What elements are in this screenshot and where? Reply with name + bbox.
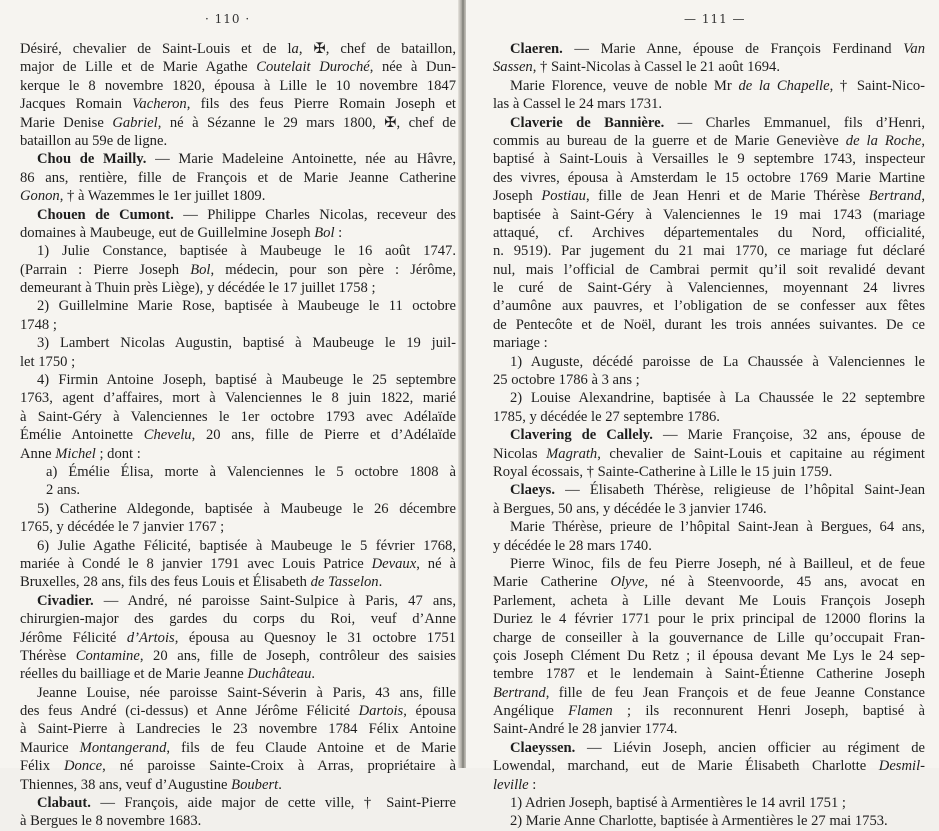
text-line bbox=[493, 500, 925, 518]
italic-name: Bol bbox=[190, 261, 211, 278]
text-run: 2 ans. bbox=[46, 482, 81, 499]
text-run: let 1750 ; bbox=[20, 353, 76, 370]
text-line bbox=[493, 739, 925, 757]
text-line bbox=[20, 279, 456, 297]
text-line bbox=[493, 720, 925, 738]
text-run: Marie Catherine bbox=[493, 574, 611, 591]
text-run: Lowendal, marchand, eut de Marie Élisabeth Charlotte bbox=[493, 758, 879, 775]
text-line bbox=[493, 573, 925, 591]
text-run: , médecin, pour son père : Jérôme, bbox=[210, 261, 456, 278]
text-line bbox=[493, 169, 925, 187]
text-line bbox=[493, 518, 925, 536]
right-page bbox=[466, 0, 939, 830]
text-run: d’aumône aux pauvres, et l’obligation de se confesser aux fêtes bbox=[493, 298, 925, 315]
text-run: , fils des feus Pierre Romain Joseph et bbox=[186, 96, 456, 113]
text-run: bataillon au 59e de ligne. bbox=[20, 132, 168, 149]
text-run: , bbox=[921, 188, 925, 205]
text-run: chirurgien-major des gardes du corps du Roi, veuf d’Anne bbox=[20, 611, 456, 628]
italic-name: Flamen bbox=[568, 703, 613, 720]
entry-heading: Chouen de Cumont. bbox=[37, 206, 174, 223]
text-line bbox=[20, 169, 456, 187]
text-run: , † Saint-Nico- bbox=[829, 77, 925, 94]
italic-name: Olyve bbox=[610, 574, 645, 591]
text-line bbox=[493, 610, 925, 628]
text-run: çois Joseph Clément Du Retz ; il épousa devant Me Lys le 24 sep- bbox=[493, 647, 925, 664]
italic-name: Vacheron bbox=[132, 96, 187, 113]
text-line bbox=[20, 77, 456, 95]
text-line bbox=[20, 739, 456, 757]
text-run: , épousa bbox=[403, 703, 456, 720]
text-run: demeurant à Thuin près Liège), y décédée le 17 juillet 1758 ; bbox=[20, 280, 376, 297]
text-run: tembre 1787 et le lendemain à Saint-Étienne Catherine Joseph bbox=[493, 666, 925, 683]
text-run: (Parrain : Pierre Joseph bbox=[20, 261, 191, 278]
text-line bbox=[20, 481, 456, 499]
italic-name: Bol bbox=[314, 224, 335, 241]
text-line bbox=[20, 445, 456, 463]
text-line bbox=[493, 389, 925, 407]
text-run: , né à Sézanne le 29 mars 1800, ✠, chef de bbox=[157, 114, 456, 131]
page-number-left: · 110 · bbox=[205, 12, 251, 26]
text-line bbox=[493, 757, 925, 775]
text-run: , né à bbox=[416, 555, 456, 572]
text-run: , épousa au Quesnoy le 31 octobre 1751 bbox=[174, 629, 456, 646]
text-run: Parlement, acheta à Lille devant Me Louis François Joseph bbox=[493, 592, 925, 609]
text-run: — Charles Emmanuel, fils d’Henri, bbox=[664, 114, 926, 131]
text-run: 1763, agent d’affaires, mort à Valenciennes le 8 juin 1822, marié bbox=[20, 390, 456, 407]
italic-name: Boubert bbox=[231, 776, 279, 793]
text-run: , fils de feu Claude Antoine et de Marie bbox=[166, 739, 456, 756]
text-line bbox=[20, 58, 456, 76]
entry-heading: Chou de Mailly. bbox=[37, 151, 147, 168]
text-run: Anne bbox=[20, 445, 56, 462]
text-line bbox=[493, 187, 925, 205]
text-line bbox=[493, 77, 925, 95]
text-run: , née à Dun- bbox=[369, 59, 456, 76]
text-line bbox=[20, 647, 456, 665]
italic-name: Magrath bbox=[546, 445, 598, 462]
italic-name: d’Artois bbox=[126, 629, 175, 646]
text-run: des vivres, épousa à Amsterdam le 15 octobre 1769 Marie Martine bbox=[493, 169, 925, 186]
text-run: — Marie Anne, épouse de François Ferdinand bbox=[562, 41, 904, 57]
entry-heading: Claeren. bbox=[510, 41, 563, 57]
text-run: 1748 ; bbox=[20, 316, 57, 333]
text-run: kerque le 8 novembre 1820, épousa à Lille le 10 novembre 1847 bbox=[20, 77, 456, 94]
text-line bbox=[20, 426, 456, 444]
left-page bbox=[0, 0, 462, 830]
italic-name: de la Roche bbox=[845, 132, 922, 149]
text-run: , † à Wazemmes le 1er juillet 1809. bbox=[59, 188, 266, 205]
text-run: . bbox=[311, 666, 316, 683]
text-run: des feus André (ci-dessus) et Anne Jérôme Félicité bbox=[20, 703, 359, 720]
text-run: le curé de Saint-Géry à Valenciennes, moyennant 24 livres bbox=[493, 280, 925, 297]
text-line bbox=[493, 408, 925, 426]
text-run: 5) Catherine Aldegonde, baptisée à Maubeuge le 26 décembre bbox=[37, 500, 456, 517]
text-run: ; ils reconnurent Henri Joseph, baptisé à bbox=[612, 703, 925, 720]
text-line bbox=[20, 261, 456, 279]
text-run: Thiennes, 38 ans, veuf d’Augustine bbox=[20, 776, 232, 793]
text-line bbox=[20, 371, 456, 389]
text-line bbox=[493, 224, 925, 242]
text-run: Duriez le 4 février 1771 pour le prix principal de 12000 florins la bbox=[493, 611, 925, 628]
text-line bbox=[493, 776, 925, 794]
text-run: à Saint-Géry à Valenciennes le 1er octobre 1793 avec Adélaïde bbox=[20, 408, 456, 425]
text-run: domaines à Maubeuge, eut de Guillelmine Joseph bbox=[20, 224, 315, 241]
text-run: mariée à Condé le 8 janvier 1791 avec Louis Patrice bbox=[20, 555, 372, 572]
entry-heading: Claeyssen. bbox=[510, 739, 576, 756]
italic-name: Donce bbox=[63, 758, 103, 775]
text-line bbox=[493, 58, 925, 76]
text-run: 3) Lambert Nicolas Augustin, baptisé à Maubeuge le 19 juil- bbox=[37, 335, 456, 352]
italic-name: leville bbox=[493, 776, 529, 793]
text-run: Angélique bbox=[493, 703, 569, 720]
page-number-right: — 111 — bbox=[684, 12, 746, 26]
italic-name: Postiau bbox=[541, 188, 586, 205]
text-line bbox=[20, 114, 456, 132]
italic-name: Gabriel bbox=[112, 114, 158, 131]
text-line bbox=[20, 500, 456, 518]
text-line bbox=[493, 40, 925, 58]
text-line bbox=[20, 592, 456, 610]
text-run: . bbox=[378, 574, 383, 591]
text-line bbox=[20, 334, 456, 352]
text-run: — Élisabeth Thérèse, religieuse de l’hôpital Saint-Jean bbox=[555, 482, 925, 499]
text-line bbox=[20, 702, 456, 720]
text-line bbox=[20, 537, 456, 555]
text-line bbox=[20, 684, 456, 702]
text-run: major de Lille et de Marie Agathe bbox=[20, 59, 257, 76]
text-line bbox=[493, 463, 925, 481]
text-run: Marie Thérèse, prieure de l’hôpital Saint-Jean à Bergues, 64 ans, bbox=[510, 519, 925, 536]
text-run: baptisé à Saint-Louis à Versailles le 9 septembre 1743, inspecteur bbox=[493, 151, 925, 168]
italic-name: Chevelu bbox=[143, 427, 192, 444]
text-run: : bbox=[528, 776, 537, 793]
text-run: Félix bbox=[20, 758, 64, 775]
text-line bbox=[20, 610, 456, 628]
italic-name: Coutelait Duroché bbox=[256, 59, 370, 76]
text-line bbox=[20, 353, 456, 371]
text-run: — Marie Françoise, 32 ans, épouse de bbox=[652, 427, 925, 444]
text-line bbox=[20, 316, 456, 334]
text-run: mariage : bbox=[493, 335, 548, 352]
text-line bbox=[493, 481, 925, 499]
text-line bbox=[493, 555, 925, 573]
text-line bbox=[20, 573, 456, 591]
text-line bbox=[493, 316, 925, 334]
text-run: , né paroisse Sainte-Croix à Arras, propriétaire à bbox=[102, 758, 456, 775]
italic-name: Duchâteau bbox=[247, 666, 312, 683]
text-run: 2) Guillelmine Marie Rose, baptisée à Maubeuge le 11 octobre bbox=[37, 298, 456, 315]
text-run: Nicolas bbox=[493, 445, 547, 462]
italic-name: Dartois bbox=[358, 703, 404, 720]
text-line bbox=[20, 665, 456, 683]
text-run: — Marie Madeleine Antoinette, née au Hâvre, bbox=[146, 151, 456, 168]
text-run: ; dont : bbox=[95, 445, 141, 462]
text-line bbox=[20, 242, 456, 260]
text-run: 1) Julie Constance, baptisée à Maubeuge le 16 août 1747. bbox=[37, 243, 456, 260]
text-run: , 20 ans, fille de Joseph, contrôleur des saisies bbox=[139, 647, 456, 664]
text-run: , fille de feu Jean François et de feue Jeanne Constance bbox=[545, 684, 925, 701]
text-run: a) Émélie Élisa, morte à Valenciennes le 5 octobre 1808 à bbox=[46, 463, 456, 480]
text-line bbox=[20, 187, 456, 205]
text-run: n. 9519). Par jugement du 21 mai 1770, ce mariage fut déclaré bbox=[493, 243, 925, 260]
italic-name: Bertrand bbox=[868, 188, 922, 205]
text-run: , chevalier de Saint-Louis et capitaine au régiment bbox=[597, 445, 925, 462]
text-run: 1785, y décédée le 27 septembre 1786. bbox=[493, 408, 720, 425]
text-run: Bruxelles, 28 ans, fils des feus Louis et Élisabeth bbox=[20, 574, 311, 591]
text-run: à Bergues, 50 ans, y décédée le 3 janvier 1746. bbox=[493, 500, 767, 517]
italic-name: Contamine bbox=[75, 647, 140, 664]
text-run: 1) Auguste, décédé paroisse de La Chaussée à Valenciennes le bbox=[510, 353, 925, 370]
text-line bbox=[20, 389, 456, 407]
text-line bbox=[20, 555, 456, 573]
text-run: — André, né paroisse Saint-Sulpice à Paris, 47 ans, bbox=[93, 592, 456, 609]
text-run: , fille de Jean Henri et de Marie Thérèse bbox=[585, 188, 869, 205]
entry-heading: Claverie de Bannière. bbox=[510, 114, 665, 131]
text-line bbox=[20, 297, 456, 315]
text-line bbox=[493, 242, 925, 260]
text-run: Pierre Winoc, fils de feu Pierre Joseph, né à Bailleul, et de feue bbox=[510, 555, 925, 572]
text-line bbox=[493, 371, 925, 389]
text-line bbox=[493, 279, 925, 297]
text-run: 25 octobre 1786 à 3 ans ; bbox=[493, 372, 640, 389]
text-run: Émélie Antoinette bbox=[20, 427, 144, 444]
text-line bbox=[493, 297, 925, 315]
entry-heading: Civadier. bbox=[37, 592, 94, 609]
text-run: . bbox=[278, 776, 282, 793]
text-line bbox=[20, 40, 456, 58]
text-run: 2) Louise Alexandrine, baptisée à La Chaussée le 22 septembre bbox=[510, 390, 925, 407]
italic-name: a bbox=[291, 41, 299, 57]
text-line bbox=[20, 629, 456, 647]
text-line bbox=[20, 206, 456, 224]
text-run: Jacques Romain bbox=[20, 96, 133, 113]
text-line bbox=[20, 95, 456, 113]
text-run: — François, aide major de cette ville, † Saint-Pierre bbox=[90, 795, 456, 812]
text-line bbox=[493, 426, 925, 444]
text-line bbox=[493, 334, 925, 352]
left-page-text bbox=[20, 40, 456, 831]
italic-name: Van bbox=[903, 41, 925, 57]
text-run: à Saint-Pierre à Landrecies le 23 novembre 1784 Félix Antoine bbox=[20, 721, 456, 738]
text-line bbox=[493, 684, 925, 702]
text-line bbox=[20, 408, 456, 426]
text-line bbox=[493, 592, 925, 610]
italic-name: Devaux bbox=[371, 555, 417, 572]
entry-heading: Clavering de Callely. bbox=[510, 427, 653, 444]
text-run: 2) Marie Anne Charlotte, baptisée à Armentières le 27 mai 1753. bbox=[510, 813, 888, 830]
text-run: charge de conseiller à la gouvernance de Lille qu’occupait Fran- bbox=[493, 629, 925, 646]
text-run: réelles du bailliage et de Marie Jeanne bbox=[20, 666, 248, 683]
italic-name: de la Chapelle bbox=[738, 77, 830, 94]
text-run: 6) Julie Agathe Félicité, baptisée à Maubeuge le 5 février 1768, bbox=[37, 537, 456, 554]
text-line bbox=[493, 629, 925, 647]
text-line bbox=[493, 95, 925, 113]
text-run: Marie Denise bbox=[20, 114, 113, 131]
text-run: : bbox=[334, 224, 343, 241]
text-line bbox=[20, 132, 456, 150]
text-line bbox=[493, 665, 925, 683]
text-line bbox=[20, 720, 456, 738]
text-run: — Philippe Charles Nicolas, receveur des bbox=[173, 206, 456, 223]
text-line bbox=[493, 206, 925, 224]
text-line bbox=[493, 150, 925, 168]
text-run: commis au bureau de la guerre et de Marie Geneviève bbox=[493, 132, 846, 149]
text-line bbox=[20, 224, 456, 242]
text-run: y décédée le 28 mars 1740. bbox=[493, 537, 652, 554]
right-page-text bbox=[493, 40, 925, 831]
entry-heading: Claeys. bbox=[510, 482, 555, 499]
text-run: 1765, y décédée le 7 janvier 1767 ; bbox=[20, 519, 225, 536]
italic-name: de Tasselon bbox=[310, 574, 379, 591]
italic-name: Montangerand bbox=[79, 739, 167, 756]
text-line bbox=[493, 794, 925, 812]
text-run: , bbox=[921, 132, 926, 149]
text-run: , ✠, chef de bataillon, bbox=[298, 41, 457, 57]
text-run: 4) Firmin Antoine Joseph, baptisé à Maubeuge le 25 septembre bbox=[37, 372, 456, 389]
text-run: Jérôme Félicité bbox=[20, 629, 127, 646]
italic-name: Desmil- bbox=[878, 758, 925, 775]
text-run: attaqué, cf. Archives départementales du Nord, officialité, bbox=[493, 224, 925, 241]
text-run: Maurice bbox=[20, 739, 80, 756]
text-line bbox=[493, 132, 925, 150]
italic-name: Gonon bbox=[20, 188, 60, 205]
text-run: 86 ans, rentière, fille de François et de Marie Jeanne Catherine bbox=[20, 169, 456, 186]
text-run: , 20 ans, fille de Pierre et d’Adélaïde bbox=[191, 427, 456, 444]
text-line bbox=[20, 150, 456, 168]
italic-name: Bertrand bbox=[493, 684, 546, 701]
entry-heading: Clabaut. bbox=[37, 795, 91, 812]
text-run: Désiré, chevalier de Saint-Louis et de l bbox=[20, 41, 292, 57]
text-line bbox=[493, 353, 925, 371]
text-line bbox=[20, 518, 456, 536]
text-line bbox=[493, 812, 925, 830]
text-line bbox=[493, 537, 925, 555]
text-run: Saint-André le 28 janvier 1774. bbox=[493, 721, 678, 738]
text-line bbox=[20, 757, 456, 775]
text-run: Joseph bbox=[493, 188, 542, 205]
text-run: — Liévin Joseph, ancien officier au régiment de bbox=[575, 739, 925, 756]
text-line bbox=[493, 647, 925, 665]
text-run: de Pentecôte et de Noël, durant les trois années suivantes. De ce bbox=[493, 316, 925, 333]
text-run: à Bergues le 8 novembre 1683. bbox=[20, 813, 202, 830]
text-line bbox=[20, 794, 456, 812]
text-line bbox=[493, 702, 925, 720]
text-run: nul, mais l’official de Cambrai permit qu’il soit revalidé devant bbox=[493, 261, 925, 278]
text-run: Jeanne Louise, née paroisse Saint-Séverin à Paris, 43 ans, fille bbox=[37, 684, 456, 701]
text-line bbox=[493, 114, 925, 132]
text-line bbox=[493, 445, 925, 463]
text-line bbox=[20, 776, 456, 794]
text-run: , † Saint-Nicolas à Cassel le 21 août 1694. bbox=[532, 59, 780, 76]
text-line bbox=[493, 261, 925, 279]
text-run: Marie Florence, veuve de noble Mr bbox=[510, 77, 739, 94]
text-run: Royal écossais, † Sainte-Catherine à Lille le 15 juin 1759. bbox=[493, 463, 833, 480]
italic-name: Michel bbox=[55, 445, 96, 462]
text-run: las à Cassel le 24 mars 1731. bbox=[493, 96, 663, 113]
text-run: 1) Adrien Joseph, baptisé à Armentières le 14 avril 1751 ; bbox=[510, 795, 846, 812]
text-run: Thérèse bbox=[20, 647, 76, 664]
text-line bbox=[20, 463, 456, 481]
italic-name: Sassen bbox=[493, 59, 533, 76]
text-run: , né à Steenvoorde, 45 ans, avocat en bbox=[644, 574, 925, 591]
text-line bbox=[20, 812, 456, 830]
text-run: baptisée à Saint-Géry à Valenciennes le 19 mai 1743 (mariage bbox=[493, 206, 925, 223]
